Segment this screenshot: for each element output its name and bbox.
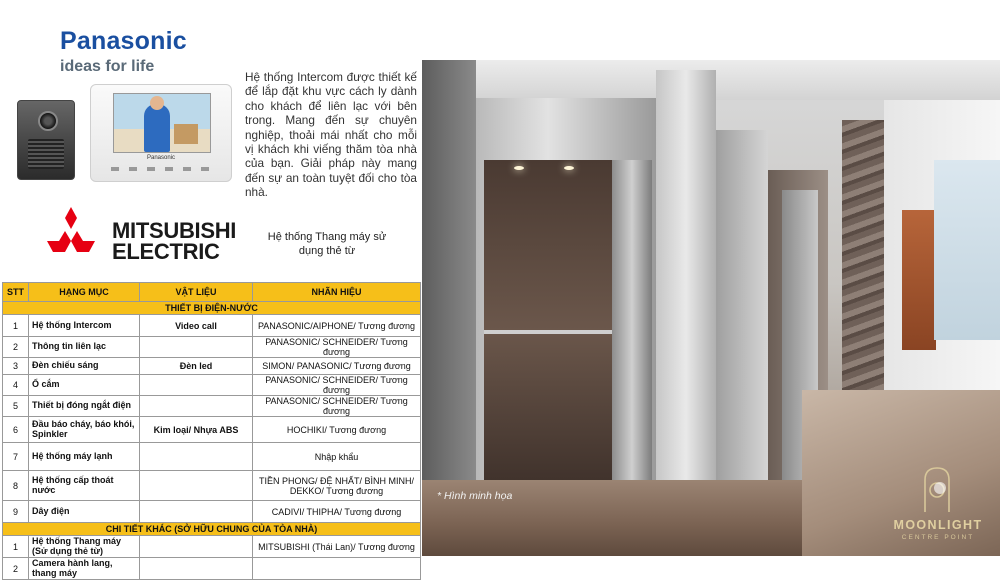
cell-brand: PANASONIC/ SCHNEIDER/ Tương đương xyxy=(253,337,421,358)
intercom-monitor-image xyxy=(90,84,232,182)
cell-material: Video call xyxy=(140,315,253,337)
wood-panel xyxy=(902,210,936,350)
intercom-door-station-image xyxy=(17,100,75,180)
left-panel xyxy=(0,0,422,578)
cell-material xyxy=(140,501,253,523)
cell-stt: 6 xyxy=(3,417,29,443)
cell-material xyxy=(140,396,253,417)
cell-brand: TIỀN PHONG/ ĐỆ NHẤT/ BÌNH MINH/ DEKKO/ Tương đương xyxy=(253,471,421,501)
moonlight-logo xyxy=(876,460,1000,550)
cell-stt: 7 xyxy=(3,443,29,471)
cell-brand xyxy=(253,558,421,580)
cell-material xyxy=(140,536,253,558)
panasonic-tagline: ideas for life xyxy=(60,58,155,75)
cell-item: Ổ cắm xyxy=(29,375,140,396)
cell-item: Hệ thống máy lạnh xyxy=(29,443,140,471)
monitor-buttons xyxy=(111,167,211,171)
table-row xyxy=(3,471,421,501)
cell-stt: 5 xyxy=(3,396,29,417)
panasonic-logo xyxy=(60,28,187,76)
steel-panel xyxy=(716,130,768,480)
section-title: THIẾT BỊ ĐIỆN-NƯỚC xyxy=(3,302,421,315)
cell-material: Đèn led xyxy=(140,358,253,375)
section-row-common-details xyxy=(3,523,421,536)
delivery-person-icon xyxy=(144,104,170,152)
lobby-window xyxy=(934,160,1000,340)
header-brand: NHÃN HIỆU xyxy=(253,283,421,302)
elevator-description: Hệ thống Thang máy sử dụng thẻ từ xyxy=(267,231,387,257)
cell-item: Đèn chiếu sáng xyxy=(29,358,140,375)
cell-brand: PANASONIC/ SCHNEIDER/ Tương đương xyxy=(253,375,421,396)
table-row xyxy=(3,358,421,375)
ceiling-light-icon xyxy=(514,166,524,170)
header-item: HẠNG MỤC xyxy=(29,283,140,302)
cell-brand: SIMON/ PANASONIC/ Tương đương xyxy=(253,358,421,375)
cell-material xyxy=(140,337,253,358)
cell-brand: PANASONIC/ SCHNEIDER/ Tương đương xyxy=(253,396,421,417)
ceiling-light-icon xyxy=(564,166,574,170)
cell-stt: 2 xyxy=(3,558,29,580)
cell-brand: Nhập khẩu xyxy=(253,443,421,471)
cell-item: Camera hành lang, thang máy xyxy=(29,558,140,580)
elevator-cabin xyxy=(484,160,612,500)
cell-stt: 8 xyxy=(3,471,29,501)
table-row xyxy=(3,501,421,523)
mitsubishi-electric-wordmark xyxy=(112,220,236,262)
parcel-box-icon xyxy=(174,124,198,144)
elevator-door xyxy=(612,160,652,500)
cell-item: Hệ thống Intercom xyxy=(29,315,140,337)
monitor-brand-label: Panasonic xyxy=(146,155,176,161)
granite-wall xyxy=(422,60,476,500)
cell-stt: 4 xyxy=(3,375,29,396)
panasonic-brand-name: Panasonic xyxy=(60,27,187,55)
cell-brand: PANASONIC/AIPHONE/ Tương đương xyxy=(253,315,421,337)
lobby-background xyxy=(884,100,1000,400)
cell-brand: MITSUBISHI (Thái Lan)/ Tương đương xyxy=(253,536,421,558)
table-row xyxy=(3,443,421,471)
steel-panel xyxy=(656,70,716,490)
cell-stt: 3 xyxy=(3,358,29,375)
mitsubishi-name-line1: MITSUBISHI xyxy=(112,218,237,243)
speaker-grill-icon xyxy=(28,139,64,169)
cell-brand: CADIVI/ THIPHA/ Tương đương xyxy=(253,501,421,523)
crescent-moon-icon xyxy=(922,466,952,514)
cell-stt: 2 xyxy=(3,337,29,358)
cell-item: Dây điện xyxy=(29,501,140,523)
cell-material xyxy=(140,375,253,396)
mitsubishi-name-line2: ELECTRIC xyxy=(112,239,220,264)
cell-material xyxy=(140,443,253,471)
cell-item: Đầu báo cháy, báo khói, Spinkler xyxy=(29,417,140,443)
handrail xyxy=(484,330,612,334)
cell-item: Hệ thống Thang máy (Sử dụng thẻ từ) xyxy=(29,536,140,558)
camera-lens-icon xyxy=(38,111,58,131)
moonlight-subtitle: CENTRE POINT xyxy=(901,534,975,541)
cell-brand: HOCHIKI/ Tương đương xyxy=(253,417,421,443)
cell-item: Hệ thống cấp thoát nước xyxy=(29,471,140,501)
table-row xyxy=(3,375,421,396)
table-row xyxy=(3,536,421,558)
cell-item: Thông tin liên lạc xyxy=(29,337,140,358)
table-row xyxy=(3,417,421,443)
header-material: VẬT LIỆU xyxy=(140,283,253,302)
cell-stt: 1 xyxy=(3,315,29,337)
table-row xyxy=(3,315,421,337)
cell-material xyxy=(140,558,253,580)
table-row xyxy=(3,337,421,358)
intercom-description: Hệ thống Intercom được thiết kế để lắp đặt khu vực cách ly dành cho khách để liên lạc với bên trong. Mang đến sự chuyên nghiệp, thoải mái nhất cho mỗi vị khách khi viếng thăm tòa nhà của bạn. Giải pháp này mang đến sự an toàn tuyệt đối cho tòa nhà. xyxy=(245,70,417,200)
table-row xyxy=(3,396,421,417)
specification-table xyxy=(2,282,421,580)
cell-stt: 9 xyxy=(3,501,29,523)
mitsubishi-diamond-logo-icon xyxy=(40,207,102,263)
cell-material xyxy=(140,471,253,501)
table-header-row xyxy=(3,283,421,302)
section-row-utilities xyxy=(3,302,421,315)
table-row xyxy=(3,558,421,580)
header-stt: STT xyxy=(3,283,29,302)
cell-item: Thiết bị đóng ngắt điện xyxy=(29,396,140,417)
section-title: CHI TIẾT KHÁC (SỞ HỮU CHUNG CỦA TÒA NHÀ) xyxy=(3,523,421,536)
moonlight-name: MOONLIGHT xyxy=(893,518,983,532)
cell-stt: 1 xyxy=(3,536,29,558)
cell-material: Kim loại/ Nhựa ABS xyxy=(140,417,253,443)
illustration-caption: * Hình minh họa xyxy=(437,490,513,502)
monitor-screen xyxy=(113,93,211,153)
